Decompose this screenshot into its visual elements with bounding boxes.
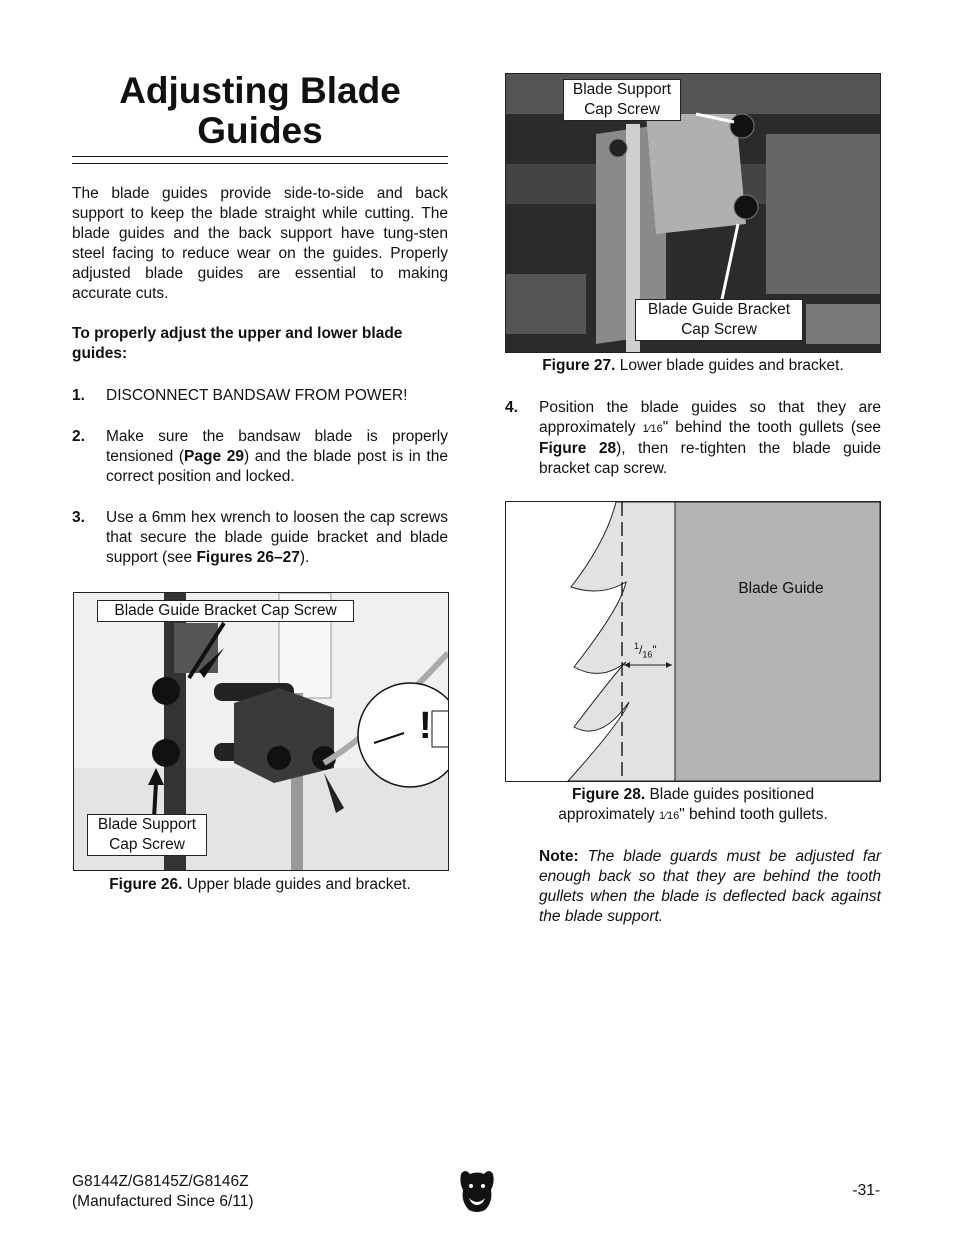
title-rule-top [72,156,448,157]
label-blade-guide-bracket-cap-screw: Blade Guide Bracket Cap Screw [97,600,354,622]
figure-ref: Figures 26–27 [196,549,300,566]
page-number: -31- [852,1182,880,1199]
page-title: Adjusting Blade Guides [119,70,401,151]
blade-guide-diagram [506,502,880,781]
step-3: 3. Use a 6mm hex wrench to loosen the cap screws that secure the blade guide bracket and blade support (see Figures 26–27). [72,509,448,566]
gap-label: $^1/_{16}$" [634,641,657,660]
procedure-heading: To properly adjust the upper and lower blade guides: [72,325,403,362]
note-paragraph: Note: The blade guards must be adjusted far enough back so that they are behind the tooth gullets when the blade is deflected back against the blade support. [539,848,881,925]
label-blade-support-cap-screw: Blade Support Cap Screw [87,814,207,856]
footer-model: G8144Z/G8145Z/G8146Z (Manufactured Since 6/11) [72,1173,254,1210]
figure-27-caption: Figure 27. Lower blade guides and bracket. [542,357,844,374]
step-2: 2. Make sure the bandsaw blade is properly tensioned (Page 29) and the blade post is in the correct position and locked. [72,428,448,485]
label-blade-guide-bracket-cap-screw: Blade Guide Bracket Cap Screw [635,299,803,341]
fraction: 1⁄16 [642,423,663,435]
page-ref: Page 29 [184,448,244,465]
step-4: 4. Position the blade guides so that they are approximately 1⁄16" behind the tooth gullets (see Figure 28), then re-tighten the blade guide bracket cap screw. [505,399,882,477]
title-rule-bottom [72,163,448,164]
figure-28-caption: Figure 28. Blade guides positioned approximately 1⁄16" behind tooth gullets. [558,786,828,823]
figure-26-photo [73,592,449,871]
blade-guide-label: Blade Guide [738,580,824,597]
bear-logo-icon [457,1168,497,1214]
svg-text:!: ! [419,705,432,747]
figure-ref: Figure 28 [539,440,617,457]
step-1: 1. DISCONNECT BANDSAW FROM POWER! [72,387,408,404]
figure-28-diagram [505,501,881,782]
figure-26-caption: Figure 26. Upper blade guides and bracket. [109,876,411,893]
intro-paragraph: The blade guides provide side-to-side and back support to keep the blade straight while cutting. The blade guides and the back support have tung-sten steel facing to reduce wear on the guides. Properly adjusted blade guides are essential to making accurate cuts. [72,185,448,302]
figure-27-photo [505,73,881,353]
label-blade-support-cap-screw: Blade Support Cap Screw [563,79,681,121]
